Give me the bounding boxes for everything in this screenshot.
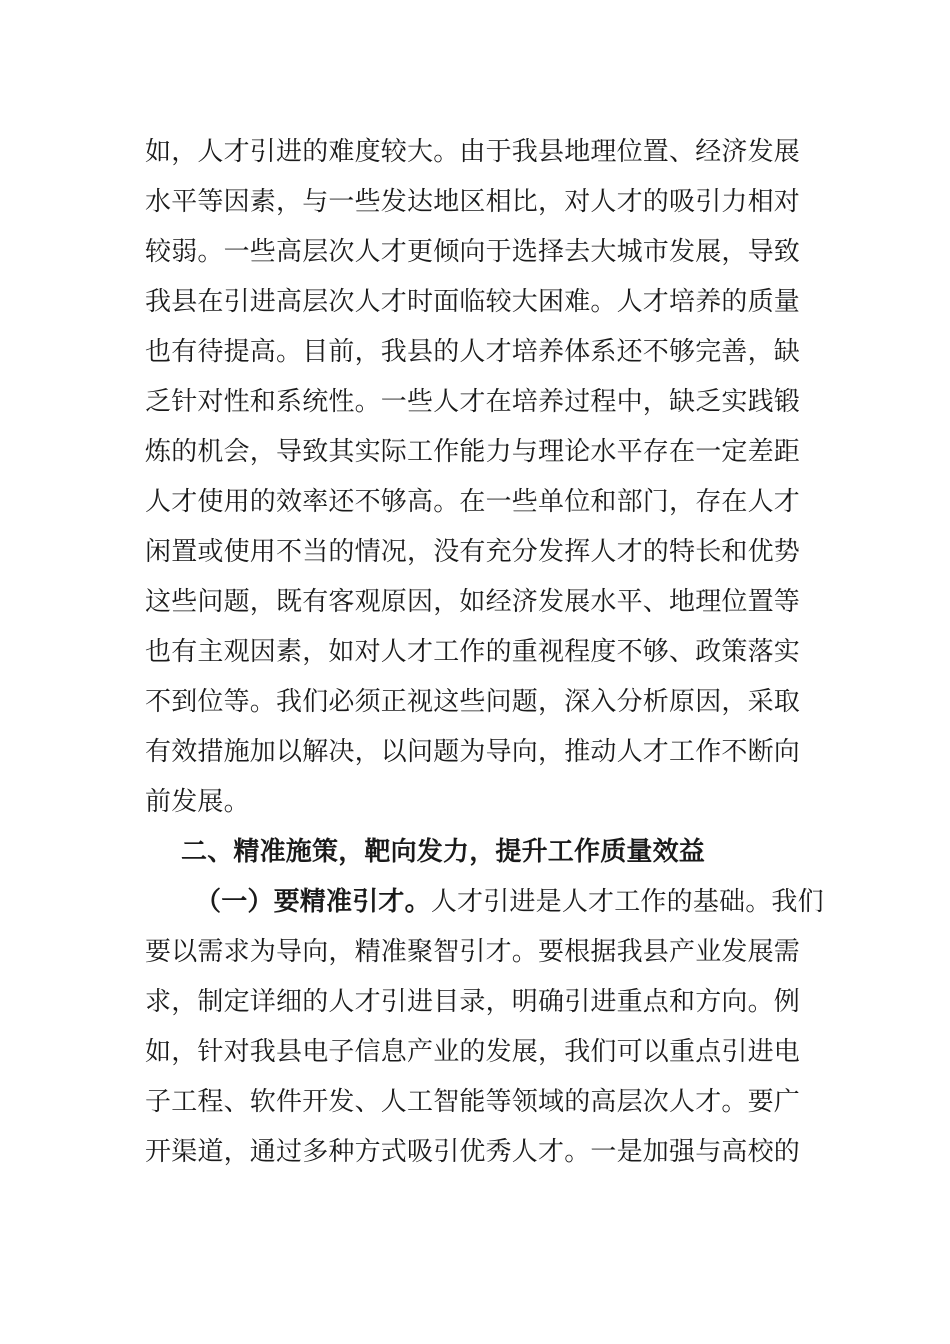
- paragraph-line: 乏针对性和系统性。一些人才在培养过程中，缺乏实践锻: [145, 387, 801, 417]
- paragraph-line: 开渠道，通过多种方式吸引优秀人才。一是加强与高校的: [145, 1137, 801, 1167]
- subsection-title: （一）要精准引才。: [195, 887, 431, 917]
- paragraph-line: 也有待提高。目前，我县的人才培养体系还不够完善，缺: [145, 337, 801, 367]
- paragraph-line: 有效措施加以解决，以问题为导向，推动人才工作不断向: [145, 737, 801, 767]
- paragraph-line: 也有主观因素，如对人才工作的重视程度不够、政策落实: [145, 637, 801, 667]
- paragraph-line: 闲置或使用不当的情况，没有充分发挥人才的特长和优势: [145, 537, 801, 567]
- section-heading: 二、精准施策，靶向发力，提升工作质量效益: [181, 837, 706, 867]
- paragraph-line: 人才使用的效率还不够高。在一些单位和部门，存在人才: [145, 487, 801, 517]
- paragraph-line: 不到位等。我们必须正视这些问题，深入分析原因，采取: [145, 687, 801, 717]
- paragraph-line: 如，针对我县电子信息产业的发展，我们可以重点引进电: [145, 1037, 801, 1067]
- paragraph-line: 炼的机会，导致其实际工作能力与理论水平存在一定差距: [145, 437, 801, 467]
- paragraph-line: 这些问题，既有客观原因，如经济发展水平、地理位置等: [145, 587, 801, 617]
- paragraph-line: 要以需求为导向，精准聚智引才。要根据我县产业发展需: [145, 937, 801, 967]
- paragraph-line: 较弱。一些高层次人才更倾向于选择去大城市发展，导致: [145, 237, 801, 267]
- paragraph-line: 求，制定详细的人才引进目录，明确引进重点和方向。例: [145, 987, 801, 1017]
- paragraph-line: 前发展。: [145, 787, 250, 817]
- paragraph-line: 如，人才引进的难度较大。由于我县地理位置、经济发展: [145, 137, 801, 167]
- subsection-first-line-text: 人才引进是人才工作的基础。我们: [430, 887, 824, 917]
- paragraph-line: 水平等因素，与一些发达地区相比，对人才的吸引力相对: [145, 187, 801, 217]
- subsection-first-line: [145, 877, 825, 927]
- paragraph-line: 子工程、软件开发、人工智能等领域的高层次人才。要广: [145, 1087, 801, 1117]
- document-body: [145, 127, 825, 1177]
- paragraph-line: 我县在引进高层次人才时面临较大困难。人才培养的质量: [145, 287, 801, 317]
